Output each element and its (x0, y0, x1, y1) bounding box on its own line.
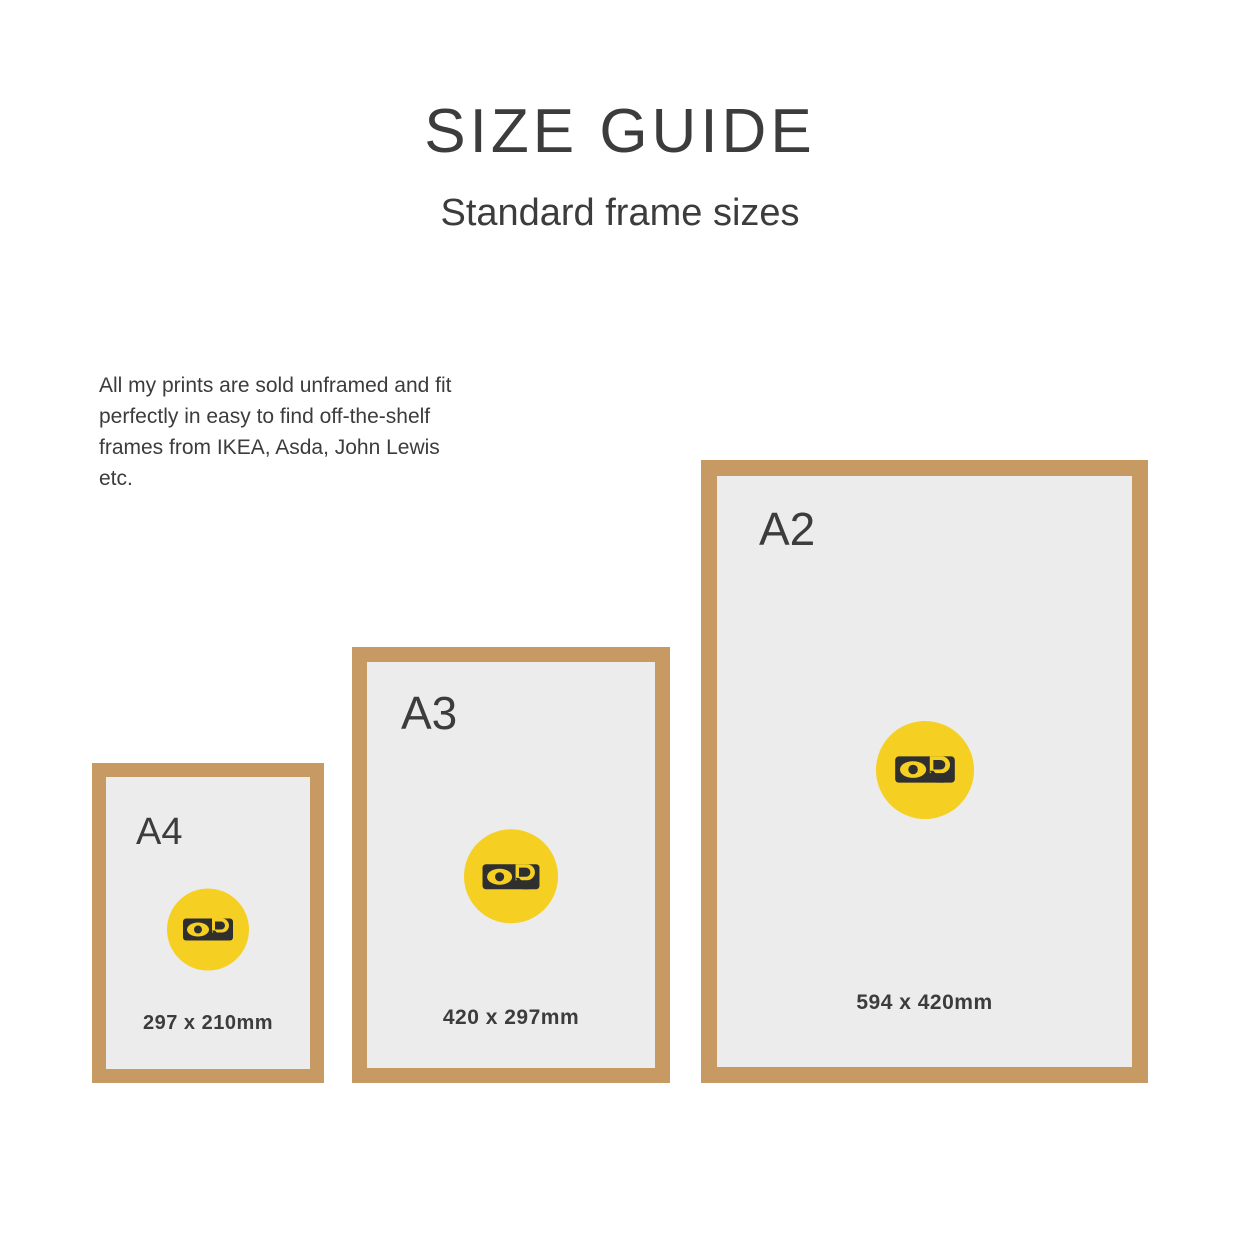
frame-a4-label: A4 (136, 811, 183, 853)
frame-a3-label: A3 (401, 687, 458, 739)
camera-eye-logo-icon (464, 829, 558, 923)
frame-a2-label: A2 (759, 503, 816, 555)
frame-a3 (352, 647, 670, 1083)
frame-a4-dimensions: 297 x 210mm (142, 1012, 274, 1034)
frame-a3-dimensions: 420 x 297mm (442, 1006, 580, 1029)
frame-a2-dimensions: 594 x 420mm (856, 991, 993, 1014)
blurb-text: All my prints are sold unframed and fit perfectly in easy to find off-the-shelf frames from IKEA, Asda, John Lewis etc. (99, 374, 452, 490)
frame-a4 (92, 763, 324, 1083)
page-subtitle: Standard frame sizes (440, 192, 800, 234)
frame-a2 (701, 460, 1148, 1083)
camera-eye-logo-icon (167, 889, 249, 971)
camera-eye-logo-icon (876, 721, 974, 819)
page-title: SIZE GUIDE (424, 97, 816, 166)
